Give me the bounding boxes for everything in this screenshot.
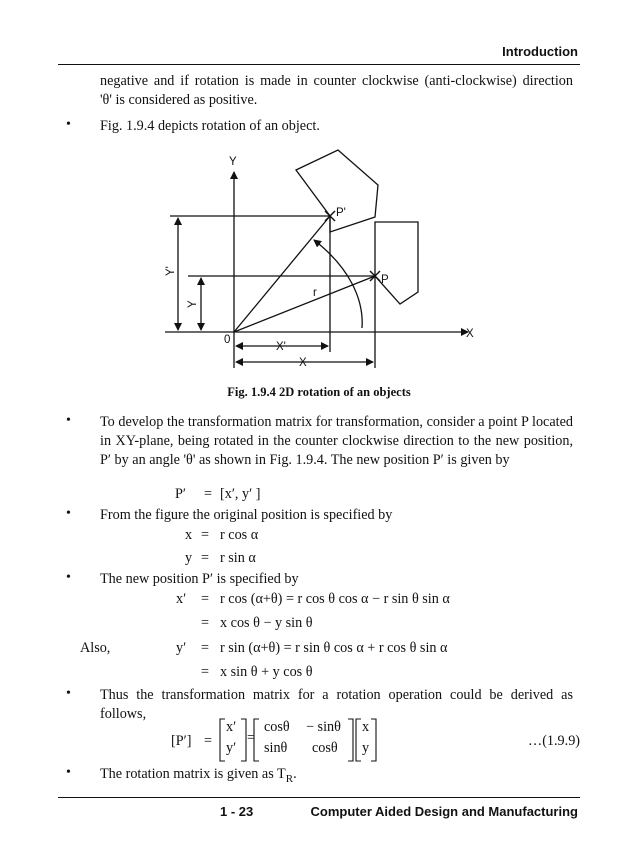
eq-sign: =	[201, 591, 210, 607]
bullet-marker: •	[66, 506, 71, 521]
x-axis-label: X	[466, 328, 474, 340]
eq-matrix-lhs: [P′]	[171, 733, 192, 749]
y-prime-dim-label: Y'	[165, 266, 177, 276]
bullet-text-new-position: The new position P′ is specified by	[100, 571, 299, 587]
point-p-prime-label: P'	[336, 207, 346, 219]
running-header: Introduction	[502, 44, 578, 59]
col-y: y	[362, 740, 370, 756]
subscript-r: R	[285, 772, 294, 785]
eq-p-prime-rhs: [x′, y′ ]	[220, 486, 261, 502]
eq-yp-lhs: y′	[176, 640, 187, 656]
bullet-marker: •	[66, 117, 71, 132]
vec-x-prime: x′	[226, 719, 237, 735]
bullet-marker: •	[66, 765, 71, 780]
equation-number: …(1.9.9)	[528, 733, 581, 749]
page-number: 1 - 23	[220, 804, 254, 819]
eq-xp-rhs2: x cos θ − y sin θ	[220, 615, 313, 631]
vec-y-prime: y′	[226, 740, 237, 756]
eq-sign: =	[201, 615, 210, 631]
footer-rule	[58, 797, 580, 798]
intro-line-1: negative and if rotation is made in counter clockwise (anti-clockwise) direction	[100, 73, 573, 89]
intro-line-2: 'θ' is considered as positive.	[100, 92, 258, 108]
eq-sign: =	[204, 486, 213, 502]
eq-xp-rhs1: r cos (α+θ) = r cos θ cos α − r sin θ sin α	[220, 591, 450, 607]
x-prime-dim-label: X'	[276, 341, 286, 353]
also-label: Also,	[80, 640, 111, 656]
bullet-marker: •	[66, 686, 71, 701]
eq-xp-lhs: x′	[176, 591, 187, 607]
matrix-eq-sign: =	[247, 730, 256, 746]
radius-label: r	[313, 287, 317, 299]
eq-sign: =	[201, 664, 210, 680]
bullet-text-figure-ref: Fig. 1.9.4 depicts rotation of an object.	[100, 118, 320, 134]
eq-yp-rhs2: x sin θ + y cos θ	[220, 664, 313, 680]
bullet-text-transformation: To develop the transformation matrix for transformation, consider a point P located in XY-plane, being rotated in the counter clockwise direction to the new position, P′ by an angle 'θ' as shown in Fig. 1.9.4. The new position P′ is given by	[100, 414, 573, 468]
point-p-label: P	[381, 274, 389, 286]
y-dim-label: Y	[187, 300, 199, 308]
figure-caption: Fig. 1.9.4 2D rotation of an objects	[227, 385, 411, 399]
matrix-m21: sinθ	[264, 740, 288, 756]
bullet-text-matrix-derivation: Thus the transformation matrix for a rotation operation could be derived as follows,	[100, 687, 573, 722]
eq-sign: =	[201, 527, 210, 543]
eq-p-prime-lhs: P′	[175, 486, 186, 502]
eq-yp-rhs1: r sin (α+θ) = r sin θ cos α + r cos θ sin α	[220, 640, 448, 656]
origin-label: 0	[224, 334, 231, 346]
eq-y-rhs: r sin α	[220, 550, 256, 566]
bullet-marker: •	[66, 570, 71, 585]
period: .	[293, 766, 297, 782]
eq-sign: =	[201, 640, 210, 656]
matrix-m11: cosθ	[264, 719, 290, 735]
eq-sign: =	[201, 550, 210, 566]
matrix-m12: − sinθ	[306, 719, 341, 735]
col-x: x	[362, 719, 370, 735]
bullet-marker: •	[66, 413, 71, 428]
bullet-text-original-position: From the figure the original position is specified by	[100, 507, 393, 523]
eq-x-rhs: r cos α	[220, 527, 259, 543]
rotation-matrix-text: The rotation matrix is given as T	[100, 766, 286, 782]
y-axis-label: Y	[229, 156, 237, 168]
eq-x-lhs: x	[185, 527, 193, 543]
book-title: Computer Aided Design and Manufacturing	[310, 804, 578, 819]
eq-sign: =	[204, 733, 213, 749]
eq-y-lhs: y	[185, 550, 193, 566]
matrix-m22: cosθ	[312, 740, 338, 756]
bullet-text-rotation-matrix	[100, 765, 297, 789]
x-dim-label: X	[299, 357, 307, 369]
